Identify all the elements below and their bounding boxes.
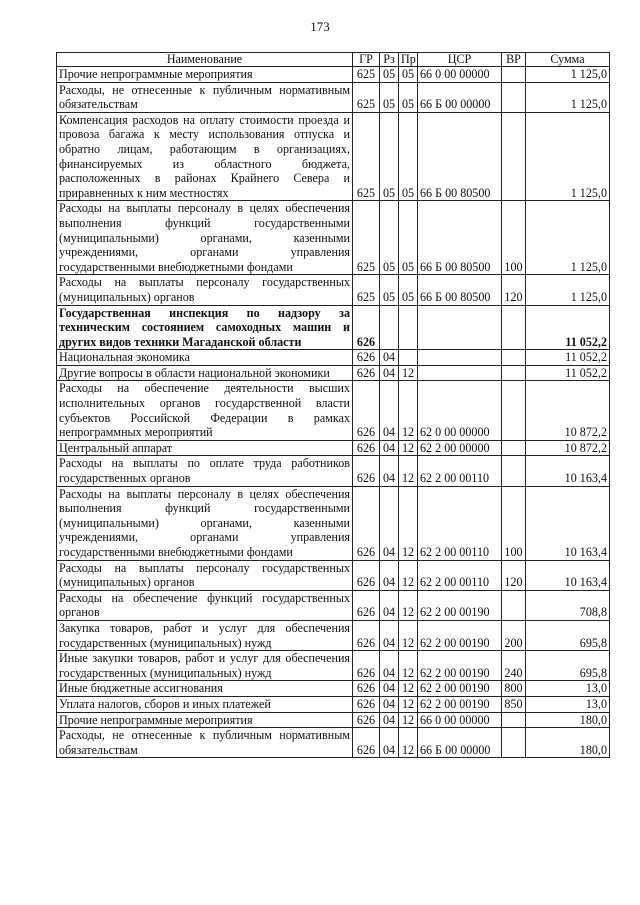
cell-pr: 12: [399, 486, 418, 560]
cell-gr: 626: [353, 381, 380, 440]
table-row: [57, 681, 610, 697]
cell-rz: 04: [380, 365, 399, 381]
table-row: [57, 620, 610, 650]
cell-sum: 1 125,0: [526, 67, 610, 83]
table-row: [57, 486, 610, 560]
cell-rz: 05: [380, 275, 399, 305]
cell-gr: 626: [353, 620, 380, 650]
cell-name: Расходы на обеспечение функций государственных органов: [57, 590, 353, 620]
table-row: [57, 365, 610, 381]
cell-vr: [502, 82, 526, 112]
cell-csr: 62 2 00 00190: [418, 620, 502, 650]
cell-name: Расходы на выплаты персоналу в целях обеспечения выполнения функций государственными (муниципальными) органами, казенными учреждениями, органами управления государственными внебюджетными фондами: [57, 201, 353, 275]
cell-rz: 04: [380, 651, 399, 681]
table-row: [57, 201, 610, 275]
cell-csr: 62 0 00 00000: [418, 381, 502, 440]
cell-csr: 62 2 00 00190: [418, 681, 502, 697]
table-row: [57, 712, 610, 728]
cell-csr: 62 2 00 00110: [418, 560, 502, 590]
cell-sum: 13,0: [526, 696, 610, 712]
cell-csr: 66 Б 00 80500: [418, 112, 502, 201]
cell-gr: 626: [353, 728, 380, 758]
cell-vr: [502, 365, 526, 381]
header-csr: ЦСР: [418, 53, 502, 67]
cell-vr: 120: [502, 275, 526, 305]
cell-csr: 62 2 00 00190: [418, 590, 502, 620]
cell-pr: 12: [399, 712, 418, 728]
cell-rz: 04: [380, 681, 399, 697]
cell-sum: 695,8: [526, 651, 610, 681]
cell-rz: 05: [380, 82, 399, 112]
cell-vr: 100: [502, 201, 526, 275]
table-row: [57, 67, 610, 83]
cell-sum: 1 125,0: [526, 82, 610, 112]
cell-name: Расходы на выплаты по оплате труда работников государственных органов: [57, 456, 353, 486]
table-row: [57, 82, 610, 112]
cell-pr: 12: [399, 560, 418, 590]
cell-pr: 05: [399, 82, 418, 112]
cell-pr: 12: [399, 456, 418, 486]
header-vr: ВР: [502, 53, 526, 67]
cell-vr: [502, 112, 526, 201]
cell-pr: 05: [399, 67, 418, 83]
table-row: [57, 651, 610, 681]
cell-sum: 13,0: [526, 681, 610, 697]
cell-csr: 62 2 00 00000: [418, 440, 502, 456]
budget-table: [56, 52, 610, 758]
cell-sum: 10 163,4: [526, 456, 610, 486]
cell-pr: 12: [399, 681, 418, 697]
cell-csr: 66 0 00 00000: [418, 712, 502, 728]
cell-pr: 12: [399, 696, 418, 712]
cell-vr: [502, 440, 526, 456]
cell-sum: 11 052,2: [526, 305, 610, 350]
cell-name: Расходы на обеспечение деятельности высших исполнительных органов государственной власти субъектов Российской Федерации в рамках непрограммных мероприятий: [57, 381, 353, 440]
cell-vr: [502, 456, 526, 486]
cell-gr: 626: [353, 350, 380, 366]
cell-pr: 12: [399, 440, 418, 456]
table-row: [57, 590, 610, 620]
cell-sum: 1 125,0: [526, 201, 610, 275]
header-rz: Рз: [380, 53, 399, 67]
cell-name: Прочие непрограммные мероприятия: [57, 712, 353, 728]
cell-name: Расходы на выплаты персоналу государственных (муниципальных) органов: [57, 275, 353, 305]
cell-csr: 66 Б 00 80500: [418, 201, 502, 275]
cell-sum: 11 052,2: [526, 365, 610, 381]
cell-vr: [502, 728, 526, 758]
cell-name: Государственная инспекция по надзору за техническим состоянием самоходных машин и других видов техники Магаданской области: [57, 305, 353, 350]
cell-sum: 1 125,0: [526, 112, 610, 201]
table-row: [57, 350, 610, 366]
table-header-row: [57, 53, 610, 67]
cell-name: Уплата налогов, сборов и иных платежей: [57, 696, 353, 712]
table-row: [57, 381, 610, 440]
cell-csr: 62 2 00 00190: [418, 696, 502, 712]
cell-sum: 10 163,4: [526, 560, 610, 590]
cell-gr: 626: [353, 696, 380, 712]
cell-gr: 625: [353, 82, 380, 112]
cell-sum: 180,0: [526, 728, 610, 758]
cell-sum: 1 125,0: [526, 275, 610, 305]
cell-pr: 12: [399, 365, 418, 381]
cell-gr: 626: [353, 440, 380, 456]
cell-name: Иные бюджетные ассигнования: [57, 681, 353, 697]
cell-csr: [418, 365, 502, 381]
cell-csr: 62 2 00 00190: [418, 651, 502, 681]
cell-vr: 850: [502, 696, 526, 712]
table-row: [57, 728, 610, 758]
table-row: [57, 696, 610, 712]
cell-pr: [399, 350, 418, 366]
cell-vr: 200: [502, 620, 526, 650]
cell-sum: 10 872,2: [526, 440, 610, 456]
cell-vr: 100: [502, 486, 526, 560]
cell-vr: [502, 67, 526, 83]
cell-vr: [502, 350, 526, 366]
cell-gr: 625: [353, 112, 380, 201]
cell-pr: 05: [399, 275, 418, 305]
cell-name: Другие вопросы в области национальной экономики: [57, 365, 353, 381]
cell-pr: 12: [399, 381, 418, 440]
cell-rz: 04: [380, 696, 399, 712]
cell-sum: 11 052,2: [526, 350, 610, 366]
cell-pr: 12: [399, 620, 418, 650]
cell-csr: [418, 305, 502, 350]
cell-vr: [502, 381, 526, 440]
cell-rz: 04: [380, 560, 399, 590]
table-row: [57, 305, 610, 350]
cell-gr: 626: [353, 560, 380, 590]
cell-vr: [502, 305, 526, 350]
table-row: [57, 112, 610, 201]
table-row: [57, 275, 610, 305]
cell-gr: 625: [353, 201, 380, 275]
cell-csr: 62 2 00 00110: [418, 456, 502, 486]
page-number: 173: [310, 19, 330, 34]
cell-rz: 04: [380, 620, 399, 650]
table-body: [57, 67, 610, 758]
cell-name: Расходы на выплаты персоналу в целях обеспечения выполнения функций государственными (муниципальными) органами, казенными учреждениями, органами управления государственными внебюджетными фондами: [57, 486, 353, 560]
cell-pr: [399, 305, 418, 350]
cell-vr: [502, 590, 526, 620]
cell-gr: 626: [353, 365, 380, 381]
cell-csr: 66 Б 00 80500: [418, 275, 502, 305]
header-pr: Пр: [399, 53, 418, 67]
cell-name: Расходы на выплаты персоналу государственных (муниципальных) органов: [57, 560, 353, 590]
cell-gr: 625: [353, 67, 380, 83]
cell-sum: 180,0: [526, 712, 610, 728]
cell-rz: 04: [380, 712, 399, 728]
cell-pr: 12: [399, 651, 418, 681]
cell-name: Расходы, не отнесенные к публичным нормативным обязательствам: [57, 82, 353, 112]
table-row: [57, 560, 610, 590]
cell-sum: 10 163,4: [526, 486, 610, 560]
cell-sum: 10 872,2: [526, 381, 610, 440]
cell-gr: 626: [353, 590, 380, 620]
cell-vr: 120: [502, 560, 526, 590]
header-gr: ГР: [353, 53, 380, 67]
cell-csr: [418, 350, 502, 366]
cell-vr: 240: [502, 651, 526, 681]
cell-name: Закупка товаров, работ и услуг для обеспечения государственных (муниципальных) нужд: [57, 620, 353, 650]
cell-gr: 626: [353, 305, 380, 350]
table-row: [57, 456, 610, 486]
cell-rz: 04: [380, 486, 399, 560]
cell-vr: 800: [502, 681, 526, 697]
cell-name: Центральный аппарат: [57, 440, 353, 456]
cell-pr: 12: [399, 590, 418, 620]
cell-rz: 05: [380, 67, 399, 83]
cell-rz: 05: [380, 112, 399, 201]
cell-gr: 626: [353, 486, 380, 560]
cell-gr: 626: [353, 456, 380, 486]
cell-pr: 12: [399, 728, 418, 758]
cell-rz: [380, 305, 399, 350]
header-sum: Сумма: [526, 53, 610, 67]
cell-pr: 05: [399, 201, 418, 275]
cell-name: Национальная экономика: [57, 350, 353, 366]
cell-sum: 708,8: [526, 590, 610, 620]
cell-rz: 04: [380, 456, 399, 486]
cell-rz: 04: [380, 350, 399, 366]
cell-rz: 04: [380, 590, 399, 620]
cell-rz: 04: [380, 728, 399, 758]
cell-name: Иные закупки товаров, работ и услуг для обеспечения государственных (муниципальных) нужд: [57, 651, 353, 681]
cell-gr: 626: [353, 681, 380, 697]
cell-csr: 62 2 00 00110: [418, 486, 502, 560]
cell-csr: 66 Б 00 00000: [418, 728, 502, 758]
cell-rz: 04: [380, 440, 399, 456]
cell-sum: 695,8: [526, 620, 610, 650]
cell-gr: 625: [353, 275, 380, 305]
cell-name: Прочие непрограммные мероприятия: [57, 67, 353, 83]
table-row: [57, 440, 610, 456]
header-name: Наименование: [57, 53, 353, 67]
cell-pr: 05: [399, 112, 418, 201]
cell-name: Компенсация расходов на оплату стоимости проезда и провоза багажа к месту использования отпуска и обратно лицам, работающим в организациях, финансируемых из областного бюджета, расположенных в районах Крайнего Севера и приравненных к ним местностях: [57, 112, 353, 201]
cell-rz: 05: [380, 201, 399, 275]
cell-csr: 66 0 00 00000: [418, 67, 502, 83]
cell-vr: [502, 712, 526, 728]
cell-gr: 626: [353, 651, 380, 681]
cell-rz: 04: [380, 381, 399, 440]
cell-csr: 66 Б 00 00000: [418, 82, 502, 112]
cell-name: Расходы, не отнесенные к публичным нормативным обязательствам: [57, 728, 353, 758]
cell-gr: 626: [353, 712, 380, 728]
